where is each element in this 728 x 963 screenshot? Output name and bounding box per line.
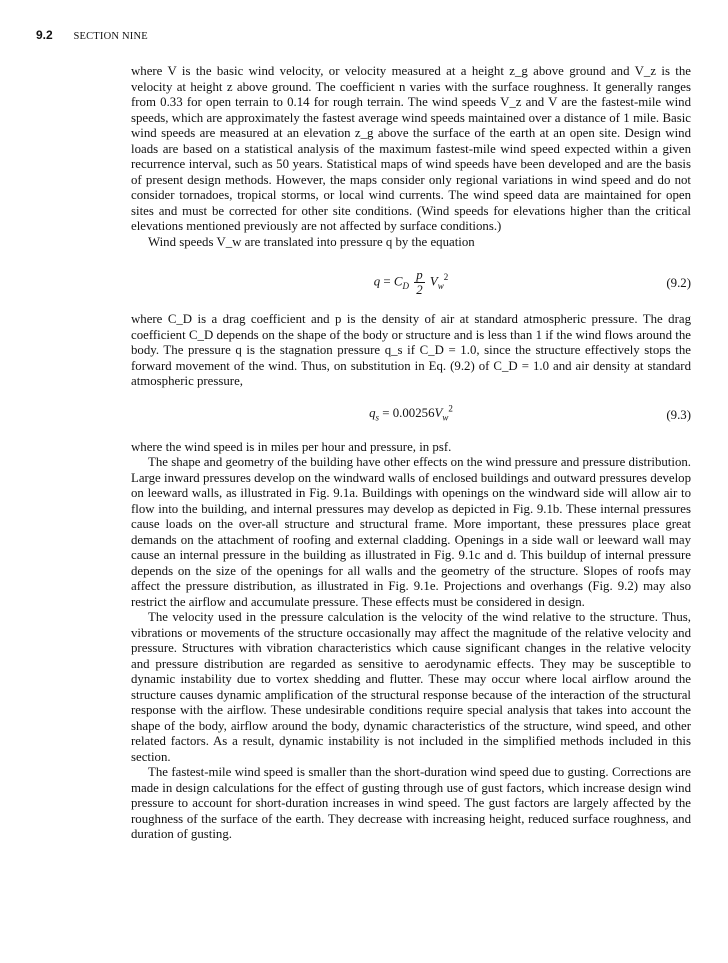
equation-9-2-body: $q = C_D$ $\frac{p}{2}$ $V_w^2$ [373, 268, 449, 297]
paragraph-building-shape: The shape and geometry of the building have other effects on the wind pressure and pressure distribution. Large inward pressures develop on the windward walls of enclosed buildings and outward pressures develop on leeward walls, as illustrated in Fig. 9.1a. Buildings with openings on the windward side will allow air to flow into the building, and internal pressures may develop as depicted in Fig. 9.1b. These internal pressures cause loads on the over-all structure and structural frame. More important, these pressures place great demands on the attachment of roofing and external cladding. Openings in a side wall or leeward wall may cause an internal pressure in the building as illustrated in Fig. 9.1c and d. This buildup of internal pressure depends on the size of the openings for all walls and the geometry of the structure. Slopes of roofs may affect the pressure distribution, as illustrated in Fig. 9.1e. Projections and overhangs (Fig. 9.2) may also restrict the airflow and accumulate pressure. These effects must be considered in design. [131, 455, 691, 609]
equation-number: (9.2) [666, 276, 691, 290]
equation-9-2 [131, 262, 691, 302]
equation-9-3 [131, 402, 691, 428]
paragraph-drag-coefficient: where C_D is a drag coefficient and p is the density of air at standard atmospheric pressure. The drag coefficient C_D depends on the shape of the body or structure and is less than 1 if the wind flows around the body. The pressure q is the stagnation pressure q_s if C_D = 1.0, since the structure effectively stops the forward movement of the wind. Thus, on substitution in Eq. (9.2) of C_D = 1.0 and air density at standard atmospheric pressure, [131, 312, 691, 388]
page-body [131, 64, 691, 843]
equation-number: (9.3) [666, 407, 691, 422]
section-title: SECTION NINE [73, 31, 148, 42]
page-header [36, 28, 148, 42]
equation-9-3-body: $q_s = 0.00256V_w^2$ [369, 403, 453, 423]
fraction: $\frac{p}{2}$ [416, 268, 423, 297]
page-number: 9.2 [36, 28, 53, 42]
paragraph-pressure-intro: Wind speeds V_w are translated into pressure q by the equation [148, 234, 475, 249]
paragraph-relative-velocity: The velocity used in the pressure calculation is the velocity of the wind relative to the structure. Thus, vibrations or movements of the structure occasionally may affect the magnitude of the relative velocity and pressure. Structures with vibration characteristics which cause significant changes in the relative velocity and pressure distribution are regarded as sensitive to aerodynamic effects. They may be susceptible to dynamic instability due to vortex shedding and flutter. These may occur where local airflow around the structure causes dynamic amplification of the structural response because of the interaction of the structural response with the airflow. These undesirable conditions require special analysis that takes into account the shape of the body, airflow around the body, dynamic characteristics of the structure, wind speed, and other related factors. As a result, dynamic instability is not included in the simplified methods included in this section. [131, 610, 691, 764]
paragraph-wind-velocity: where V is the basic wind velocity, or velocity measured at a height z_g above ground and V_z is the velocity at height z above ground. The coefficient n varies with the surface roughness. It generally ranges from 0.33 for open terrain to 0.14 for rough terrain. The wind speeds V_z and V are the fastest-mile wind speeds, which are approximately the fastest average wind speeds maintained over a distance of 1 mile. Basic wind speeds are measured at an elevation z_g above the surface of the earth at an open site. Design wind loads are based on a statistical analysis of the maximum fastest-mile wind speed expected within a given recurrence interval, such as 50 years. Statistical maps of wind speeds have been developed and are the basis of present design methods. However, the maps consider only regional variations in wind speed and do not consider tornadoes, tropical storms, or local wind currents. The wind speed data are maintained for open sites and must be corrected for other site conditions. (Wind speeds for elevations higher than the critical elevations mentioned previously are not affected by surface conditions.) [131, 64, 691, 233]
paragraph-gusting: The fastest-mile wind speed is smaller than the short-duration wind speed due to gusting. Corrections are made in design calculations for the effect of gusting through use of gust factors, which increase design wind pressure to account for short-duration increases in wind speed. The gust factors are largely affected by the roughness of the surface of the earth. They decrease with increasing height, reduced surface roughness, and duration of gusting. [131, 765, 691, 841]
paragraph-units: where the wind speed is in miles per hour and pressure, in psf. [131, 439, 452, 454]
